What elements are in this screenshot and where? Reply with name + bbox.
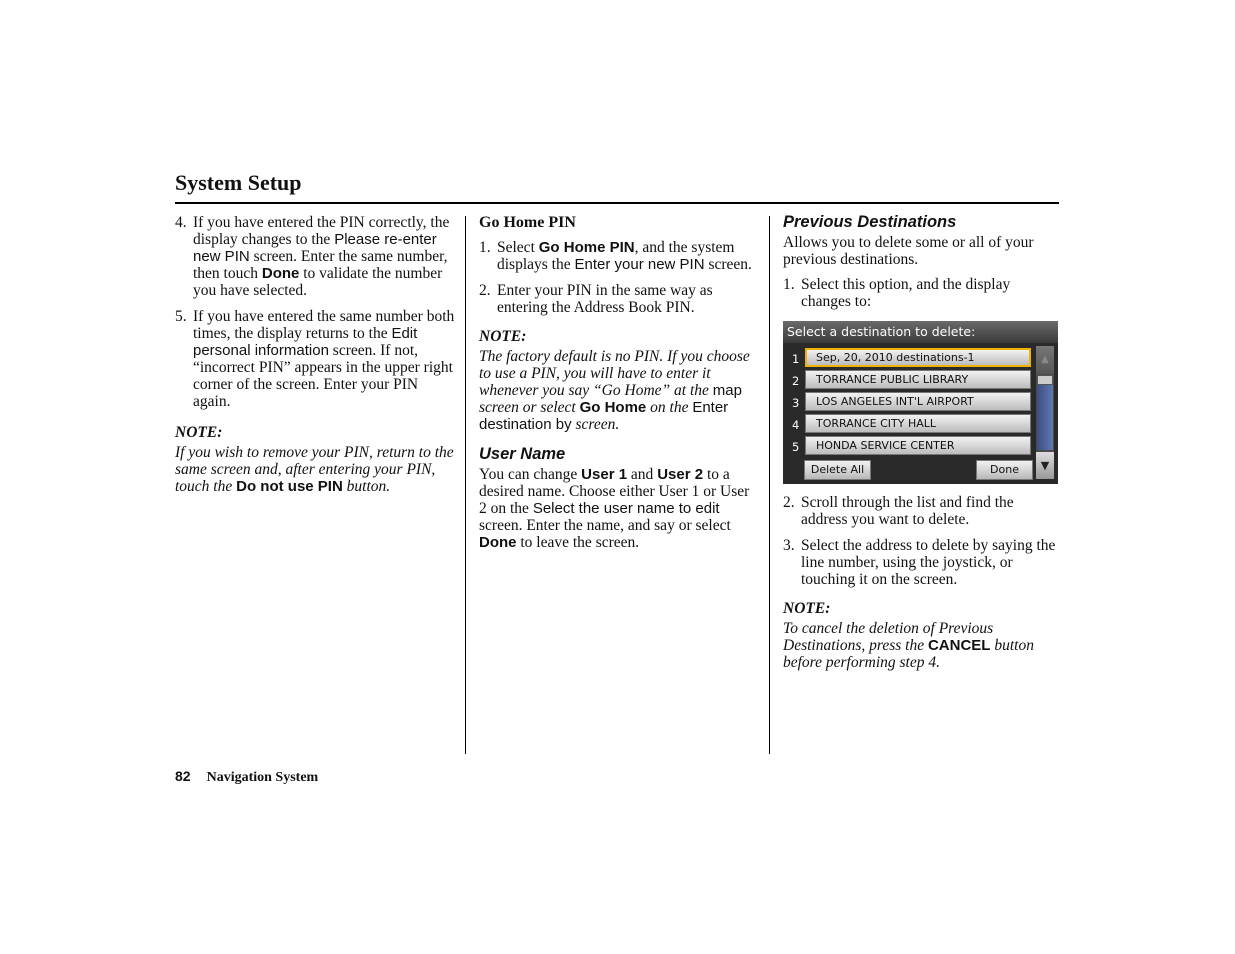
row-number: 5 [792, 440, 800, 454]
button-name: CANCEL [927, 637, 991, 654]
note-text: The factory default is no PIN. If you choose to use a PIN, you will have to enter it whenever you say “Go Home” at the map screen or select Go Home on the Enter destination by screen. [479, 348, 750, 433]
note-label: NOTE: [783, 600, 831, 617]
screen-name: Select the user name to edit [532, 500, 720, 517]
step-list [783, 494, 1059, 588]
page-number: 82 [175, 768, 191, 784]
title-divider [175, 202, 1059, 204]
destination-row [783, 413, 1035, 435]
step-list [783, 276, 1059, 310]
scrollbar[interactable] [1036, 346, 1054, 479]
note-text: To cancel the deletion of Previous Destinations, press the CANCEL button before performing step 4. [783, 620, 1034, 671]
user-name-paragraph: You can change User 1 and User 2 to a desired name. Choose either User 1 or User 2 on the Select the user name to edit screen. Enter the name, and say or select Done to leave the screen. [479, 466, 750, 551]
destination-item[interactable]: TORRANCE CITY HALL [805, 414, 1031, 433]
button-name: Go Home PIN [538, 239, 635, 256]
step-1: 1. Select Go Home PIN, and the system displays the Enter your new PIN screen. [479, 239, 752, 273]
step-1: 1. Select this option, and the display changes to: [783, 276, 1011, 310]
step-2: 2. Enter your PIN in the same way as entering the Address Book PIN. [479, 282, 713, 316]
screen-name: Enter your new PIN [574, 256, 705, 273]
step-4: 4. If you have entered the PIN correctly, the display changes to the Please re-enter new PIN screen. Enter the same number, then touch Done to validate the number you have selected. [175, 214, 450, 299]
column-1 [175, 214, 455, 495]
destination-row [783, 347, 1035, 369]
delete-all-button[interactable]: Delete All [804, 460, 871, 480]
step-list [175, 214, 455, 410]
screen-name: Enter destination by [479, 399, 729, 433]
screen-name: map [712, 382, 742, 399]
screen-name: Edit personal information [193, 325, 418, 359]
button-name: User 2 [657, 466, 704, 483]
destination-item[interactable]: TORRANCE PUBLIC LIBRARY [805, 370, 1031, 389]
step-5: 5. If you have entered the same number both times, the display returns to the Edit personal information screen. If not, “incorrect PIN” appears in the upper right corner of the screen. Enter your PIN again. [175, 308, 455, 410]
button-name: Do not use PIN [236, 478, 343, 495]
button-name: Done [261, 265, 300, 282]
intro-paragraph: Allows you to delete some or all of your previous destinations. [783, 234, 1034, 268]
section-heading-user-name: User Name [479, 445, 566, 463]
row-number: 4 [792, 418, 800, 432]
destination-item[interactable]: LOS ANGELES INT'L AIRPORT [805, 392, 1031, 411]
column-divider-2 [769, 216, 770, 754]
row-number: 2 [792, 374, 800, 388]
section-heading-go-home-pin: Go Home PIN [479, 214, 576, 231]
delete-destination-screen [783, 321, 1058, 484]
scroll-track[interactable] [1037, 375, 1053, 450]
scroll-down-arrow-icon[interactable]: ▼ [1036, 452, 1054, 479]
step-3: 3. Select the address to delete by saying the line number, using the joystick, or touching it on the screen. [783, 537, 1056, 588]
row-number: 1 [792, 352, 800, 366]
column-3 [783, 214, 1059, 671]
destination-row [783, 369, 1035, 391]
scroll-thumb[interactable] [1037, 375, 1053, 385]
scroll-up-arrow-icon[interactable]: ▲ [1036, 346, 1054, 374]
step-2: 2. Scroll through the list and find the address you want to delete. [783, 494, 1014, 528]
screen-name: Please re-enter new PIN [193, 231, 437, 265]
column-divider-1 [465, 216, 466, 754]
note-label: NOTE: [479, 328, 527, 345]
destination-item[interactable]: Sep, 20, 2010 destinations-1 [805, 348, 1031, 367]
page-title: System Setup [175, 170, 302, 195]
screen-header: Select a destination to delete: [783, 321, 1058, 343]
done-button[interactable]: Done [976, 460, 1033, 480]
button-name: Done [479, 534, 517, 551]
row-number: 3 [792, 396, 800, 410]
note-text: If you wish to remove your PIN, return to the same screen and, after entering your PIN, touch the Do not use PIN button. [175, 444, 454, 495]
page-footer [175, 768, 318, 786]
destination-item[interactable]: HONDA SERVICE CENTER [805, 436, 1031, 455]
button-name: Go Home [579, 399, 647, 416]
button-name: User 1 [581, 466, 628, 483]
step-list [479, 239, 757, 316]
section-heading-previous-destinations: Previous Destinations [783, 213, 957, 231]
book-title: Navigation System [206, 770, 319, 785]
destination-row [783, 435, 1035, 457]
column-2 [479, 214, 757, 551]
destination-row [783, 391, 1035, 413]
note-label: NOTE: [175, 424, 223, 441]
